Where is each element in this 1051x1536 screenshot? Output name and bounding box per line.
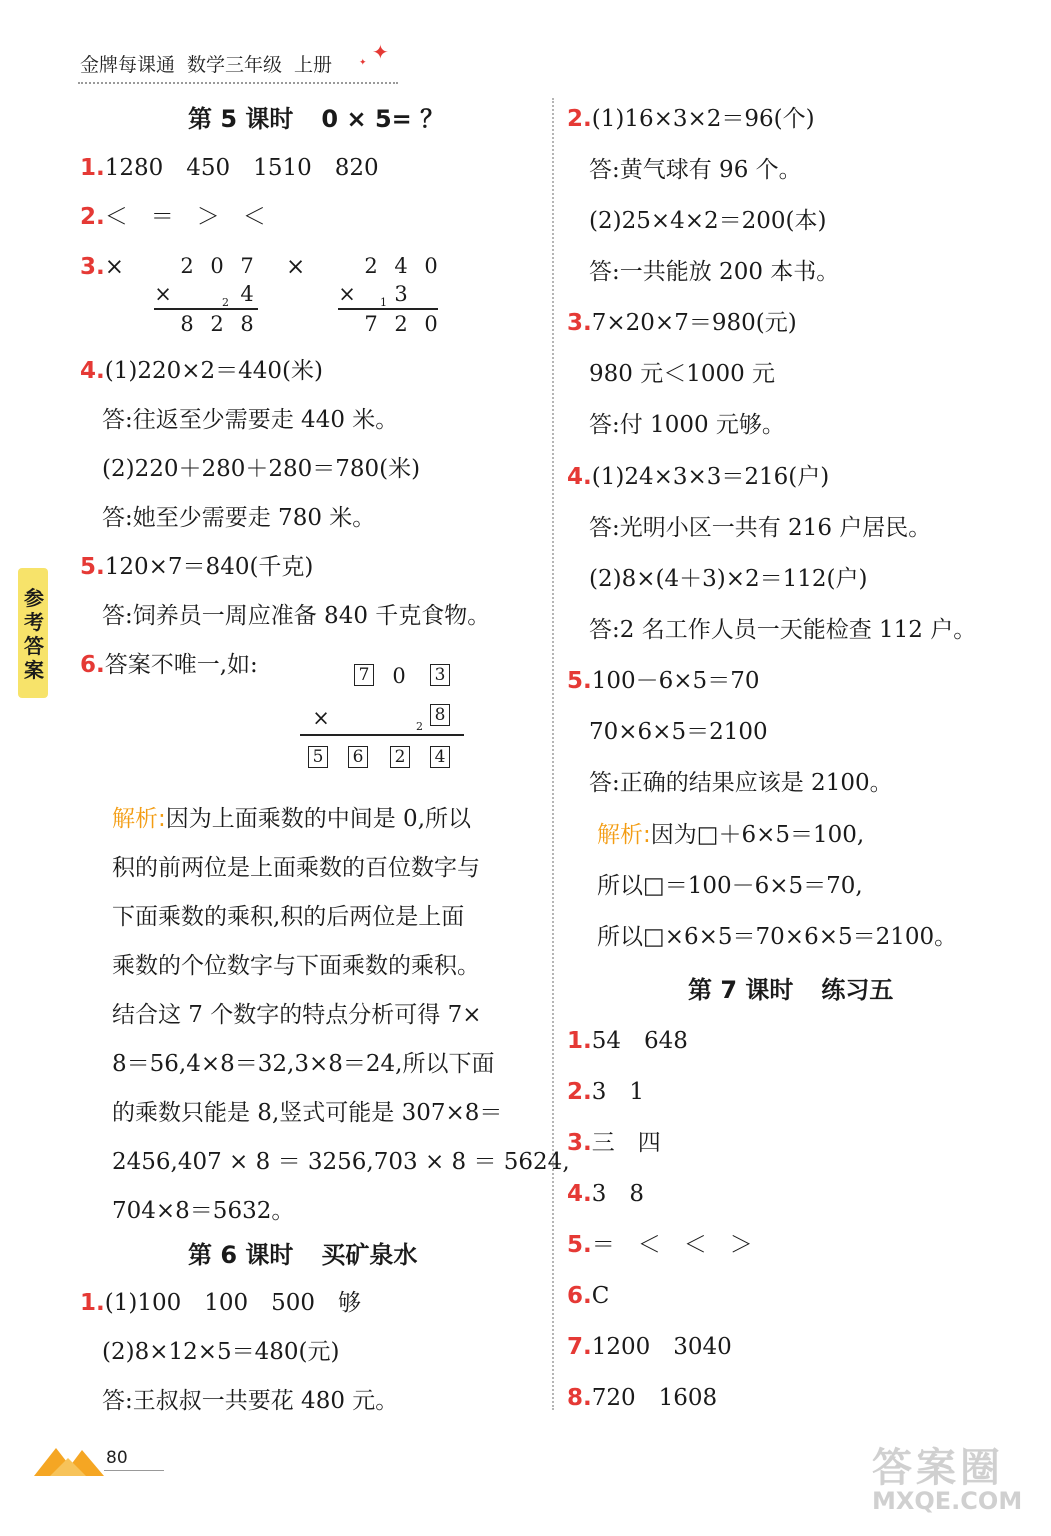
r-q2-l4: 答:一共能放 200 本书。 bbox=[589, 259, 840, 285]
watermark bbox=[872, 1436, 1022, 1515]
l7-q2: 2.3 1 bbox=[567, 1079, 645, 1105]
l5-q5-l2: 答:饲养员一周应准备 840 千克食物。 bbox=[102, 603, 491, 629]
lesson7-title: 第 7 课时 bbox=[688, 976, 794, 1004]
l7-q5: 5.＝ ＜ ＜ ＞ bbox=[567, 1232, 753, 1258]
l6-q1-l2: (2)8×12×5＝480(元) bbox=[102, 1339, 340, 1365]
lesson7-heading bbox=[688, 975, 893, 1005]
l6-q1-l3: 答:王叔叔一共要花 480 元。 bbox=[102, 1388, 399, 1414]
footer-rule bbox=[104, 1470, 164, 1471]
q-num: 3. bbox=[80, 254, 105, 280]
vertical-calc-1: 2 0 7 × 2 4 8 2 8 bbox=[150, 254, 260, 334]
r-q3-l1: 3.7×20×7＝980(元) bbox=[567, 310, 797, 336]
l5-q4-l1: 4.(1)220×2＝440(米) bbox=[80, 358, 323, 384]
l5-q2 bbox=[80, 202, 266, 232]
watermark-text: 答案圈 bbox=[872, 1445, 1004, 1491]
r-q5-analysis-1: 解析:因为□＋6×5＝100, bbox=[597, 822, 865, 848]
page-number: 80 bbox=[106, 1448, 128, 1468]
mountain-icon bbox=[30, 1436, 110, 1480]
l5-q3-mark2: × bbox=[286, 254, 306, 280]
l5-q6: 6.答案不唯一,如: bbox=[80, 652, 258, 678]
l5-q4-l2: 答:往返至少需要走 440 米。 bbox=[102, 407, 399, 433]
times-sign: × bbox=[312, 706, 330, 730]
l5-q4-l3: (2)220＋280＋280＝780(米) bbox=[102, 456, 421, 482]
r-q5-l3: 答:正确的结果应该是 2100。 bbox=[589, 770, 893, 796]
r-q4-l4: 答:2 名工作人员一天能检查 112 户。 bbox=[589, 617, 977, 643]
small-star-icon: ✦ bbox=[359, 58, 367, 68]
analysis-label: 解析: bbox=[112, 806, 166, 832]
lesson5-title: 第 5 课时 bbox=[188, 105, 294, 133]
l7-q7: 7.1200 3040 bbox=[567, 1334, 732, 1360]
analysis-line-1: 解析:因为上面乘数的中间是 0,所以 bbox=[112, 806, 472, 832]
analysis-line-2: 积的前两位是上面乘数的百位数字与 bbox=[112, 855, 480, 881]
page-header bbox=[80, 50, 344, 77]
subject: 数学三年级 bbox=[187, 54, 283, 76]
star-icon: ✦ bbox=[372, 40, 389, 64]
l7-q1: 1.54 648 bbox=[567, 1028, 688, 1054]
brand: 金牌每课通 bbox=[80, 54, 176, 76]
vertical-calc-2: 2 4 0 × 1 3 7 2 0 bbox=[334, 254, 444, 334]
sidebar-label: 参考答案 bbox=[24, 586, 44, 682]
q-num: 1. bbox=[80, 1290, 105, 1316]
watermark-url: MXQE.COM bbox=[872, 1487, 1023, 1515]
r-q4-l1: 4.(1)24×3×3＝216(户) bbox=[567, 464, 830, 490]
l7-q4: 4.3 8 bbox=[567, 1181, 645, 1207]
analysis-line-8: 2456,407 × 8 ＝ 3256,703 × 8 ＝ 5624, bbox=[112, 1149, 570, 1175]
analysis-line-3: 下面乘数的乘积,积的后两位是上面 bbox=[112, 904, 465, 930]
l5-q1 bbox=[80, 153, 379, 183]
analysis-line-7: 的乘数只能是 8,竖式可能是 307×8＝ bbox=[112, 1100, 503, 1126]
q-num: 5. bbox=[80, 554, 105, 580]
l5-q3 bbox=[80, 252, 124, 282]
answer-text: 1280 450 1510 820 bbox=[104, 155, 379, 181]
lesson7-subtitle: 练习五 bbox=[821, 976, 894, 1004]
r-q4-l3: (2)8×(4＋3)×2＝112(户) bbox=[589, 566, 868, 592]
boxed-vertical-calc: 7 0 3 × 2 8 5 6 2 4 bbox=[296, 662, 466, 772]
r-q3-l3: 答:付 1000 元够。 bbox=[589, 412, 785, 438]
l5-q5-l1: 5.120×7＝840(千克) bbox=[80, 554, 314, 580]
l5-q4-l4: 答:她至少需要走 780 米。 bbox=[102, 505, 376, 531]
r-q2-l2: 答:黄气球有 96 个。 bbox=[589, 157, 802, 183]
lesson6-heading bbox=[188, 1240, 417, 1270]
q-num: 4. bbox=[80, 358, 105, 384]
lesson6-title: 第 6 课时 bbox=[188, 1241, 294, 1269]
volume: 上册 bbox=[294, 54, 333, 76]
r-q4-l2: 答:光明小区一共有 216 户居民。 bbox=[589, 515, 932, 541]
times-sign: × bbox=[338, 282, 356, 306]
r-q3-l2: 980 元＜1000 元 bbox=[589, 361, 776, 387]
lesson5-subtitle: 0 × 5= ？ bbox=[321, 105, 445, 133]
column-divider bbox=[552, 98, 554, 1410]
l7-q6: 6.C bbox=[567, 1283, 610, 1309]
r-q2-l3: (2)25×4×2＝200(本) bbox=[589, 208, 827, 234]
r-q2-l1: 2.(1)16×3×2＝96(个) bbox=[567, 106, 815, 132]
analysis-line-6: 8＝56,4×8＝32,3×8＝24,所以下面 bbox=[112, 1051, 495, 1077]
l6-q1-l1: 1.(1)100 100 500 够 bbox=[80, 1290, 362, 1316]
q-num: 4. bbox=[567, 464, 592, 490]
q-num: 5. bbox=[567, 668, 592, 694]
q-num: 6. bbox=[80, 652, 105, 678]
analysis-line-4: 乘数的个位数字与下面乘数的乘积。 bbox=[112, 953, 480, 979]
q-num: 3. bbox=[567, 310, 592, 336]
q-num: 1. bbox=[80, 155, 105, 181]
lesson6-subtitle: 买矿泉水 bbox=[321, 1241, 418, 1269]
r-q5-l2: 70×6×5＝2100 bbox=[589, 719, 768, 745]
q-num: 2. bbox=[80, 204, 105, 230]
r-q5-analysis-2: 所以□＝100－6×5＝70, bbox=[597, 873, 863, 899]
r-q5-analysis-3: 所以□×6×5＝70×6×5＝2100。 bbox=[597, 924, 958, 950]
header-rule bbox=[78, 82, 398, 84]
l7-q8: 8.720 1608 bbox=[567, 1385, 718, 1411]
analysis-label: 解析: bbox=[597, 822, 651, 848]
lesson5-heading bbox=[188, 104, 444, 134]
times-sign: × bbox=[154, 282, 172, 306]
q-num: 2. bbox=[567, 106, 592, 132]
r-q5-l1: 5.100－6×5＝70 bbox=[567, 668, 760, 694]
analysis-line-9: 704×8＝5632。 bbox=[112, 1198, 295, 1224]
mark: × bbox=[104, 254, 125, 280]
l7-q3: 3.三 四 bbox=[567, 1130, 661, 1156]
analysis-line-5: 结合这 7 个数字的特点分析可得 7× bbox=[112, 1002, 482, 1028]
answer-text: ＜ ＝ ＞ ＜ bbox=[104, 204, 266, 230]
